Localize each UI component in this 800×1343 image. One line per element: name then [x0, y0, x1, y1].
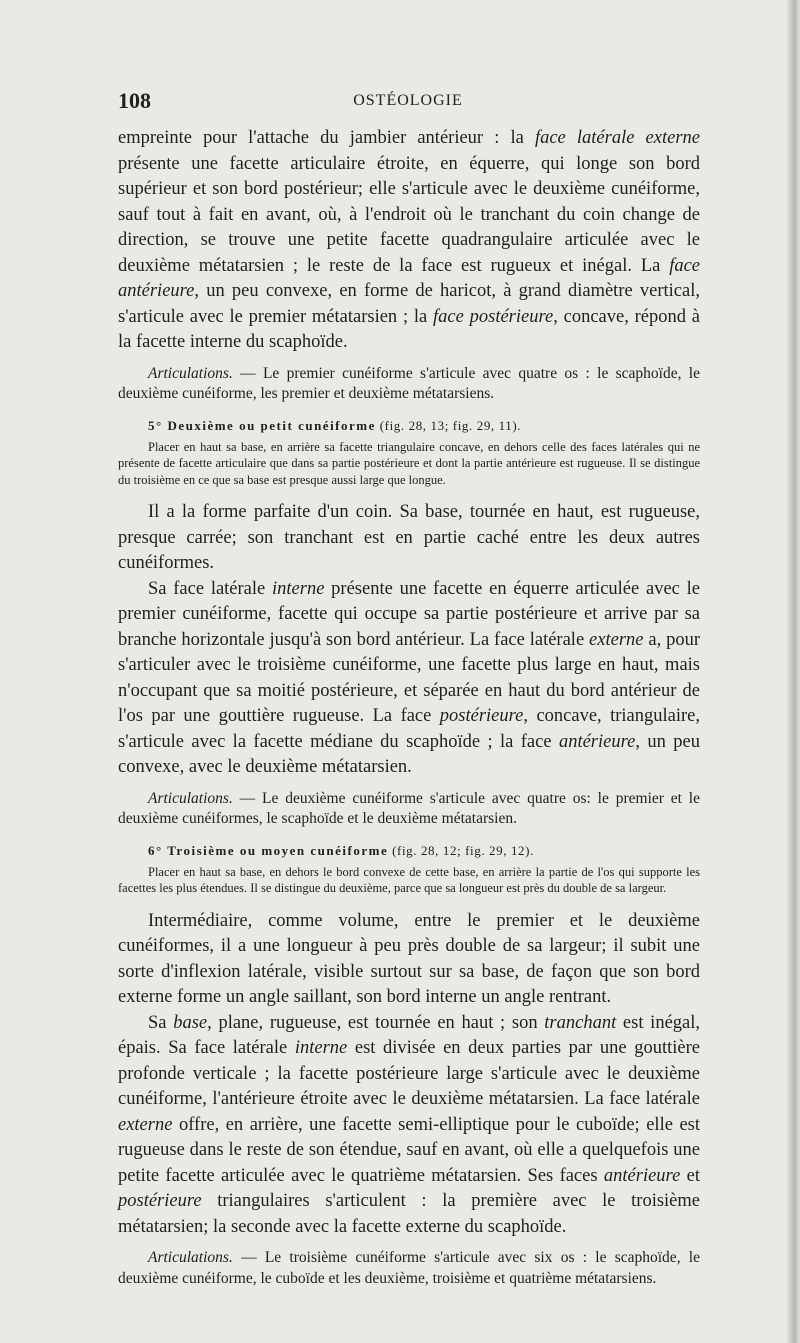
page-header	[118, 88, 698, 118]
paragraph-second-cuneiform-faces: Sa face latérale interne présente une facette en équerre articulée avec le premier cunéiforme, facette qui occupe sa partie postérieure et arrive par sa branche horizontale jusqu'à son bord antérieur. La face latérale externe a, pour s'articuler avec le troisième cunéiforme, une facette plus large en haut, mais n'occupant que sa moitié postérieure, et séparée en haut du bord antérieur de l'os par une gouttière rugueuse. La face postérieure, concave, triangulaire, s'articule avec la facette médiane du scaphoïde ; la face antérieure, un peu convexe, avec le deuxième métatarsien.	[118, 578, 701, 777]
page-number: 108	[118, 88, 151, 113]
paragraph-first-cuneiform-faces: empreinte pour l'attache du jambier antérieur : la face latérale externe présente une facette articulaire étroite, en équerre, qui longe son bord supérieur et son bord postérieur; elle s'articule avec le deuxième cunéiforme, sauf tout à fait en avant, où, à l'endroit où le tranchant du coin change de direction, se trouve une petite facette quadrangulaire articulée avec le deuxième métatarsien ; le reste de la face est rugueux et inégal. La face antérieure, un peu convexe, en forme de haricot, à grand diamètre vertical, s'articule avec le premier métatarsien ; la face postérieure, concave, répond à la facette interne du scaphoïde.	[118, 128, 701, 352]
articulations-first-cuneiform: Articulations. — Le premier cunéiforme s'articule avec quatre os : le scaphoïde, le deuxième cunéiforme, les premier et deuxième métatarsiens.	[118, 364, 700, 402]
section-heading-second-cuneiform: 5° Deuxième ou petit cunéiforme (fig. 28, 13; fig. 29, 11).	[148, 417, 522, 433]
paragraph-third-cuneiform-shape: Intermédiaire, comme volume, entre le premier et le deuxième cunéiformes, il a une longueur à peu près double de sa largeur; il subit une sorte d'inflexion latérale, visible surtout sur sa base, de façon que son bord externe forme un angle saillant, son bord interne un angle rentrant.	[118, 910, 700, 1007]
running-title: OSTÉOLOGIE	[353, 92, 463, 109]
section-heading-third-cuneiform: 6° Troisième ou moyen cunéiforme (fig. 28, 12; fig. 29, 12).	[148, 842, 534, 858]
articulations-third-cuneiform: Articulations. — Le troisième cunéiforme s'articule avec six os : le scaphoïde, le deuxième cunéiforme, le cuboïde et les deuxième, troisième et quatrième métatarsiens.	[118, 1249, 700, 1287]
orientation-note-second-cuneiform: Placer en haut sa base, en arrière sa facette triangulaire concave, en dehors celle des faces latérales qui ne présente de facette articulaire que dans sa partie postérieure et dont la partie antérieure est rugueuse. Il se distingue du troisième en ce que sa base est presque aussi large que longue.	[118, 439, 700, 487]
page-content	[118, 126, 700, 1289]
orientation-note-third-cuneiform: Placer en haut sa base, en dehors le bord convexe de cette base, en arrière la partie de l'os qui supporte les facettes les plus étendues. Il se distingue du deuxième, parce que sa longueur est près du double de sa largeur.	[118, 864, 700, 895]
paragraph-second-cuneiform-shape: Il a la forme parfaite d'un coin. Sa base, tournée en haut, est rugueuse, presque carrée; son tranchant est en partie caché entre les deux autres cunéiformes.	[118, 502, 700, 573]
paragraph-third-cuneiform-faces: Sa base, plane, rugueuse, est tournée en haut ; son tranchant est inégal, épais. Sa face latérale interne est divisée en deux parties par une gouttière profonde verticale ; la facette postérieure large s'articule avec le deuxième cunéiforme, l'antérieure étroite avec le deuxième métatarsien. La face latérale externe offre, en arrière, une facette semi-elliptique pour le cuboïde; elle est rugueuse dans le reste de son étendue, sauf en avant, où elle a quelquefois une petite facette articulée avec le quatrième métatarsien. Ses faces antérieure et postérieure triangulaires s'articulent : la première avec le troisième métatarsien; la seconde avec la facette externe du scaphoïde.	[118, 1012, 701, 1237]
page-edge-shadow	[786, 0, 800, 1343]
articulations-second-cuneiform: Articulations. — Le deuxième cunéiforme s'articule avec quatre os: le premier et le deuxième cunéiformes, le scaphoïde et le deuxième métatarsien.	[118, 789, 700, 827]
